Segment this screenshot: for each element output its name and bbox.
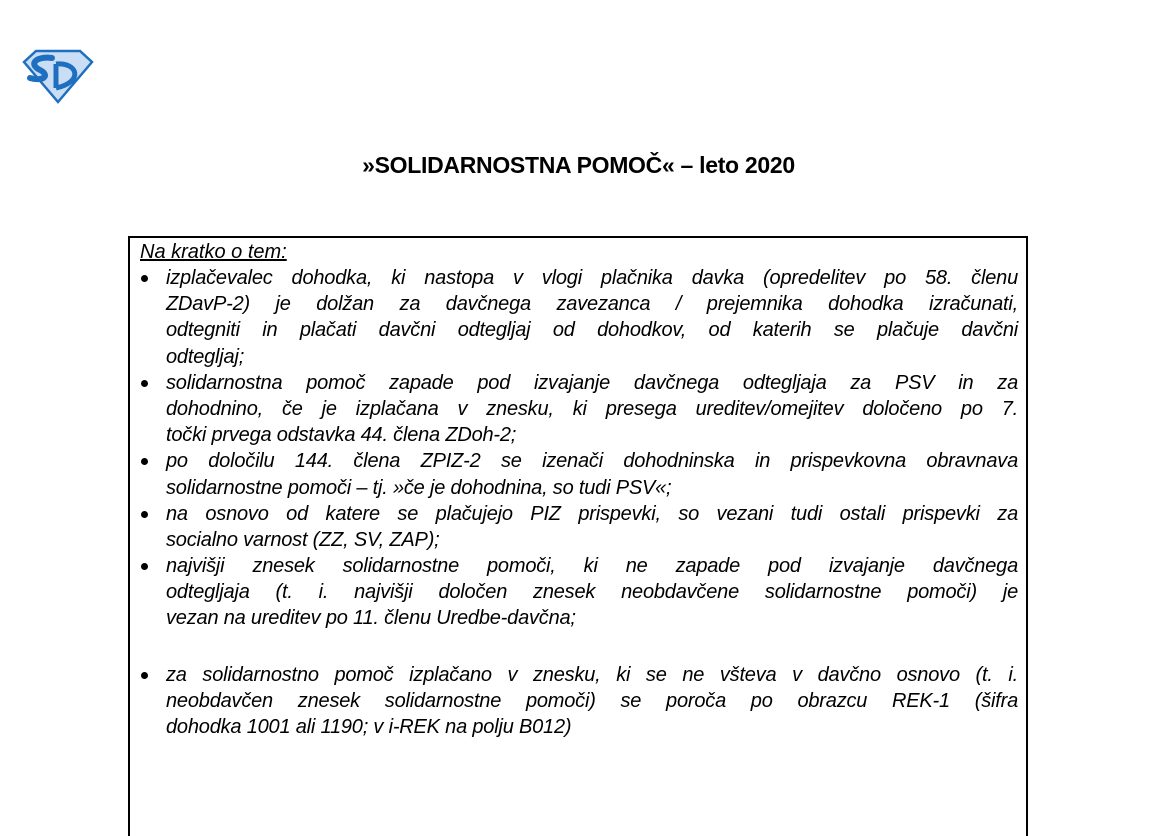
list-item: [130, 265, 1026, 370]
text-line: odtegljaja (t. i. najvišji določen znesek neobdavčene solidarnostne pomoči) je: [166, 581, 1018, 604]
bullet-icon: [141, 672, 148, 679]
bullet-icon: [141, 563, 148, 570]
text-line: solidarnostne pomoči – tj. »če je dohodnina, so tudi PSV«;: [166, 476, 672, 499]
bullet-icon: [141, 511, 148, 518]
list-item: [130, 501, 1026, 553]
text-line: točki prvega odstavka 44. člena ZDoh-2;: [166, 424, 517, 447]
bullet-icon: [141, 458, 148, 465]
text-line: ZDavP-2) je dolžan za davčnega zavezanca / prejemnika dohodka izračunati,: [166, 293, 1018, 316]
list-item: [130, 370, 1026, 449]
bullet-icon: [141, 275, 148, 282]
list-item: [130, 662, 1026, 741]
bullet-list: [130, 265, 1026, 740]
text-line: odtegniti in plačati davčni odtegljaj od dohodkov, od katerih se plačuje davčni: [166, 319, 1018, 342]
text-line: za solidarnostno pomoč izplačano v znesku, ki se ne všteva v davčno osnovo (t. i.: [166, 663, 1018, 686]
text-line: na osnovo od katere se plačujejo PIZ prispevki, so vezani tudi ostali prispevki za: [166, 502, 1018, 525]
summary-box: [128, 236, 1028, 836]
summary-heading: Na kratko o tem:: [140, 241, 287, 263]
text-line: neobdavčen znesek solidarnostne pomoči) se poroča po obrazcu REK-1 (šifra: [166, 689, 1018, 712]
text-line: izplačevalec dohodka, ki nastopa v vlogi plačnika davka (opredelitev po 58. členu: [166, 267, 1018, 289]
text-line: po določilu 144. člena ZPIZ-2 se izenači dohodninska in prispevkovna obravnava: [166, 450, 1018, 473]
logo: [22, 48, 94, 104]
list-item: [130, 553, 1026, 632]
text-line: socialno varnost (ZZ, SV, ZAP);: [166, 528, 440, 551]
bullet-icon: [141, 380, 148, 387]
text-line: solidarnostna pomoč zapade pod izvajanje davčnega odtegljaja za PSV in za: [166, 371, 1018, 394]
text-line: najvišji znesek solidarnostne pomoči, ki ne zapade pod izvajanje davčnega: [166, 555, 1018, 578]
text-line: dohodnino, če je izplačana v znesku, ki presega ureditev/omejitev določeno po 7.: [166, 397, 1018, 420]
text-line: dohodka 1001 ali 1190; v i-REK na polju B012): [166, 716, 572, 738]
text-line: vezan na ureditev po 11. členu Uredbe-davčna;: [166, 607, 576, 630]
text-line: odtegljaj;: [166, 345, 245, 368]
list-item: [130, 448, 1026, 500]
page-title: »SOLIDARNOSTNA POMOČ« – leto 2020: [362, 152, 795, 178]
